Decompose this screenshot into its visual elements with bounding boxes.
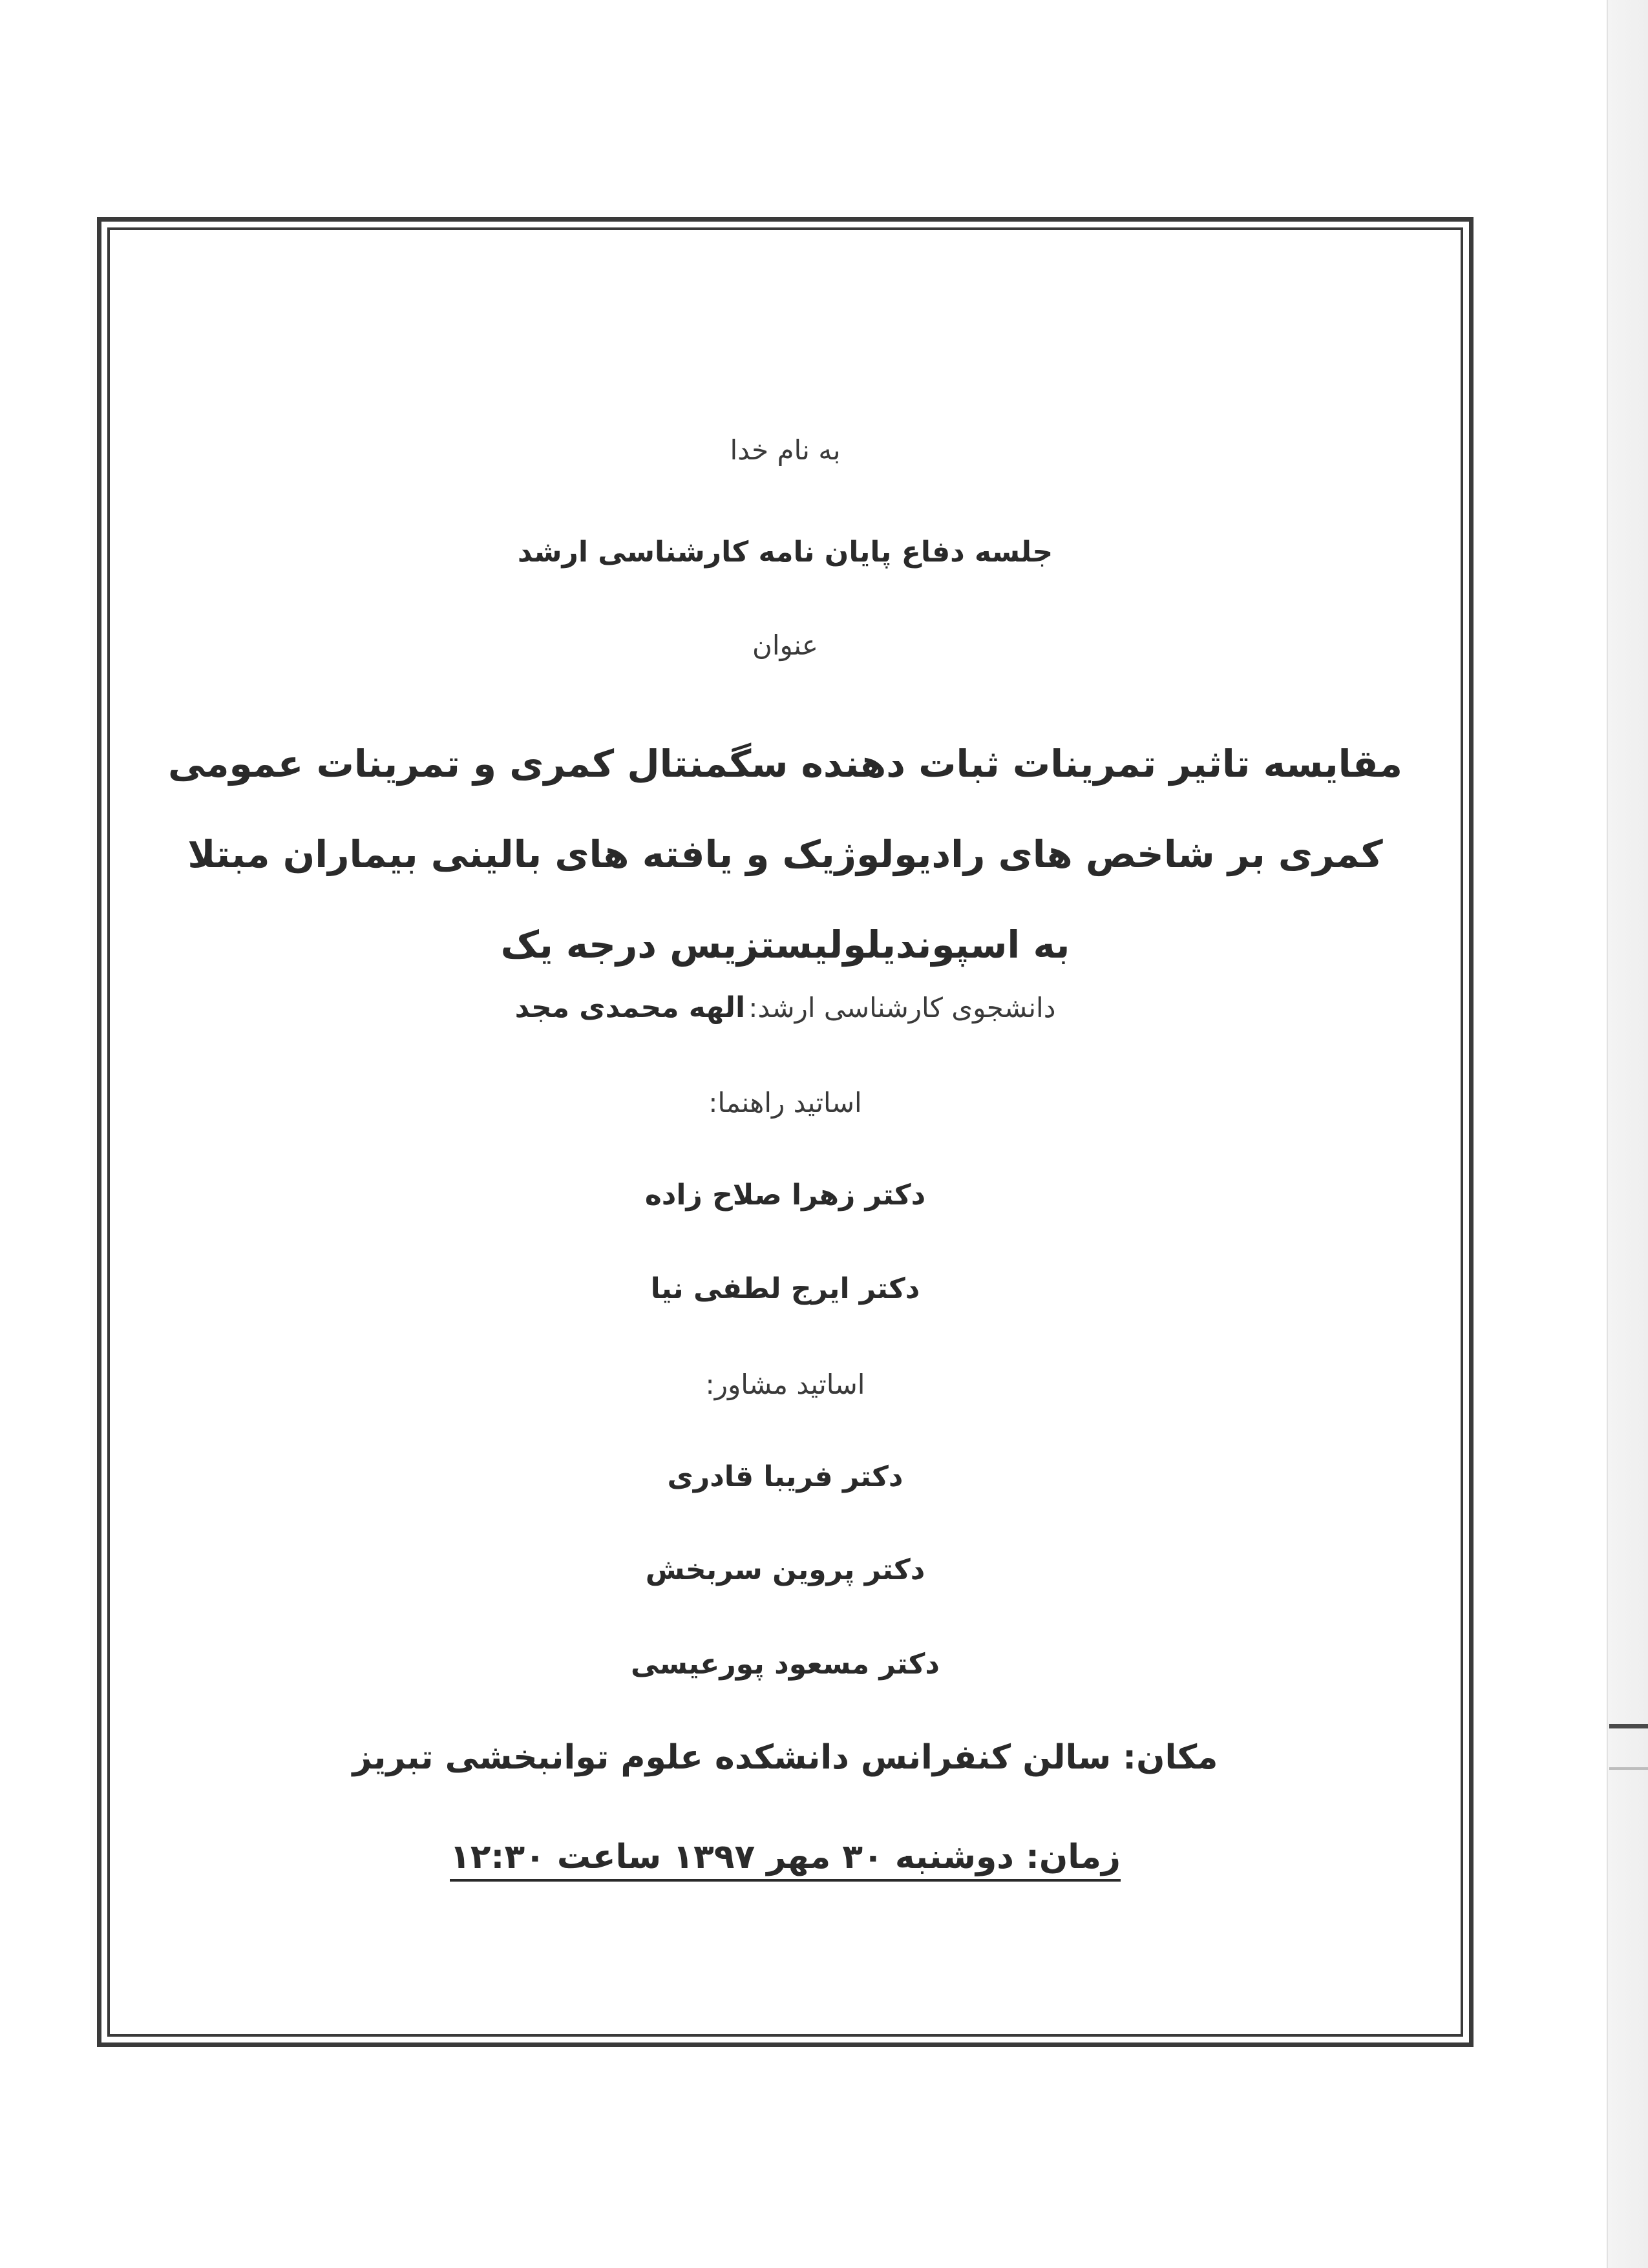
student-label: دانشجوی کارشناسی ارشد:: [748, 992, 1056, 1024]
scan-mark: [1609, 1767, 1648, 1770]
thesis-title: مقایسه تاثیر تمرینات ثبات دهنده سگمنتال کمری و تمرینات عمومی کمری بر شاخص های رادیولوژیک و یافته های بالینی بیماران مبتلا به اسپوندیلولیستزیس درجه یک: [167, 742, 1403, 967]
scan-edge: [1607, 0, 1648, 2268]
event-time-line: [107, 1838, 1463, 1882]
advisor-name: دکتر پروین سربخش: [645, 1553, 925, 1586]
advisor-name: دکتر مسعود پورعیسی: [631, 1648, 940, 1681]
session-heading: جلسه دفاع پایان نامه کارشناسی ارشد: [517, 536, 1053, 569]
invitation-content: [107, 227, 1463, 2037]
supervisor-name: دکتر ایرج لطفی نیا: [650, 1272, 920, 1305]
student-name: الهه محمدی مجد: [514, 991, 746, 1024]
scan-mark: [1609, 1724, 1648, 1728]
supervisor-name: دکتر زهرا صلاح زاده: [644, 1179, 926, 1212]
event-time: زمان: دوشنبه ۳۰ مهر ۱۳۹۷ ساعت ۱۲:۳۰: [450, 1838, 1121, 1882]
supervisors-label: اساتید راهنما:: [708, 1087, 862, 1118]
student-line: [107, 991, 1463, 1024]
event-place: مکان: سالن کنفرانس دانشکده علوم توانبخشی تبریز: [352, 1738, 1218, 1777]
advisor-name: دکتر فریبا قادری: [667, 1460, 903, 1493]
bismillah: به نام خدا: [730, 434, 841, 466]
title-label: عنوان: [752, 629, 818, 661]
advisors-label: اساتید مشاور:: [705, 1369, 865, 1400]
